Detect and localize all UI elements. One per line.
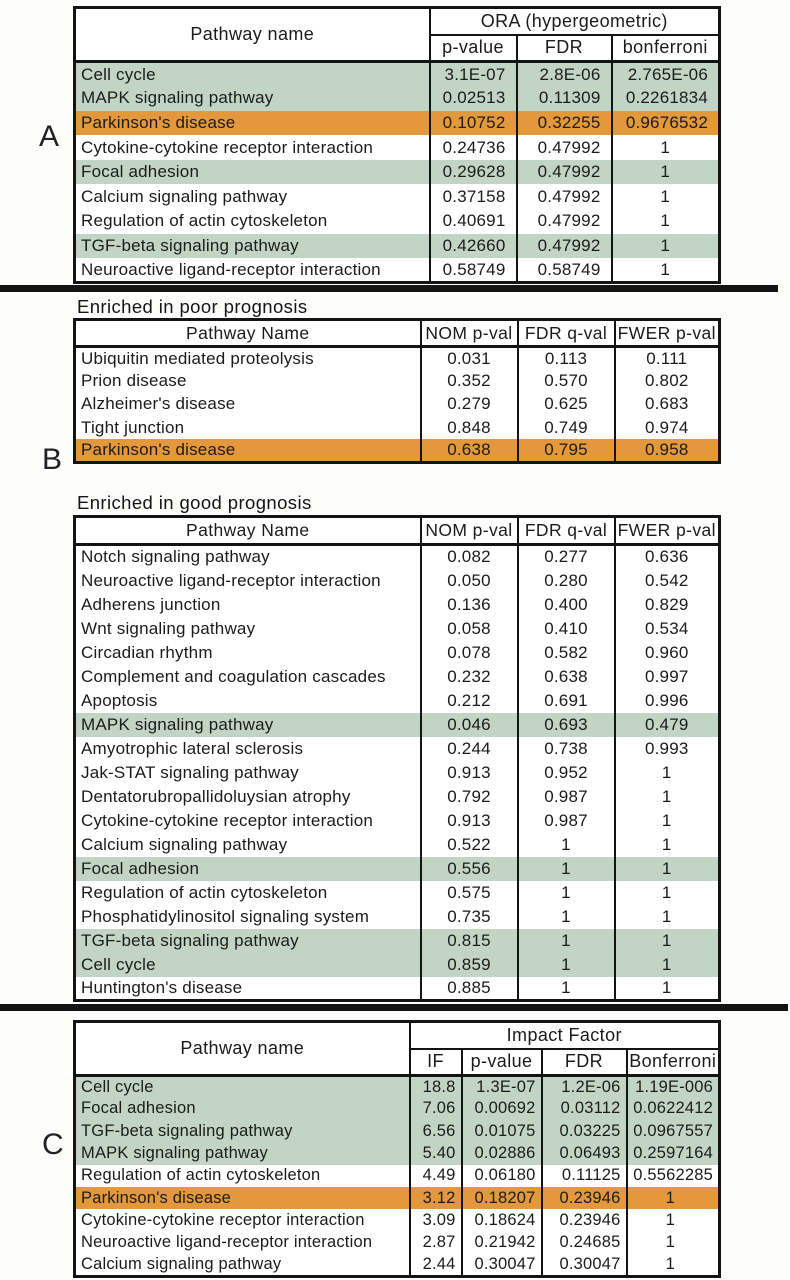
value-cell: 0.06180 xyxy=(462,1165,542,1187)
impact-factor-table xyxy=(73,1020,721,1278)
table-row xyxy=(75,1120,720,1142)
value-cell: 0.0967557 xyxy=(627,1120,720,1142)
value-column-header: bonferroni xyxy=(612,35,720,62)
value-cell: 0.2261834 xyxy=(612,86,720,111)
value-cell: 1 xyxy=(518,977,615,1001)
value-cell: 0.987 xyxy=(518,785,615,809)
table-row xyxy=(75,785,720,809)
value-column-header: p-value xyxy=(430,35,517,62)
good-prognosis-caption: Enriched in good prognosis xyxy=(77,492,312,513)
value-cell: 0.958 xyxy=(615,439,720,462)
value-cell: 0.735 xyxy=(421,905,518,929)
value-cell: 0.542 xyxy=(615,569,720,593)
value-cell: 0.279 xyxy=(421,393,518,416)
value-cell: 1 xyxy=(615,905,720,929)
value-cell: 0.636 xyxy=(615,545,720,569)
value-cell: 1 xyxy=(615,857,720,881)
value-column-header: FWER p-val xyxy=(615,320,720,347)
pathway-name-cell: Cytokine-cytokine receptor interaction xyxy=(81,137,374,157)
value-cell: 18.8 xyxy=(410,1076,462,1098)
pathway-name-cell: Calcium signaling pathway xyxy=(81,834,288,854)
value-cell: 0.30047 xyxy=(542,1254,627,1276)
table-row xyxy=(75,641,720,665)
section-label-b: B xyxy=(42,443,63,476)
value-cell: 1 xyxy=(627,1209,720,1231)
value-cell: 0.046 xyxy=(421,713,518,737)
value-cell: 2.87 xyxy=(410,1232,462,1254)
table-row xyxy=(75,905,720,929)
value-cell: 0.24685 xyxy=(542,1232,627,1254)
value-column-header: FDR q-val xyxy=(518,320,615,347)
value-cell: 0.556 xyxy=(421,857,518,881)
pathway-name-cell: Neuroactive ligand-receptor interaction xyxy=(81,570,381,590)
value-cell: 1 xyxy=(615,761,720,785)
pathway-name-cell: Parkinson's disease xyxy=(81,440,236,460)
value-cell: 0.0622412 xyxy=(627,1098,720,1120)
value-cell: 0.23946 xyxy=(542,1209,627,1231)
value-cell: 1 xyxy=(615,833,720,857)
value-cell: 1 xyxy=(518,881,615,905)
value-cell: 1.19E-006 xyxy=(627,1076,720,1098)
pathway-column-header: Pathway name xyxy=(75,8,430,62)
value-cell: 1 xyxy=(627,1187,720,1209)
table-row xyxy=(75,135,720,160)
value-cell: 3.09 xyxy=(410,1209,462,1231)
table-row xyxy=(75,929,720,953)
value-cell: 1 xyxy=(518,929,615,953)
value-cell: 0.02513 xyxy=(430,86,517,111)
pathway-name-cell: Calcium signaling pathway xyxy=(81,186,288,206)
value-cell: 0.974 xyxy=(615,416,720,439)
value-cell: 0.534 xyxy=(615,617,720,641)
value-column-header: FWER p-val xyxy=(615,517,720,545)
value-cell: 0.691 xyxy=(518,689,615,713)
table-row xyxy=(75,86,720,111)
section-divider xyxy=(0,285,778,292)
table-row xyxy=(75,1232,720,1254)
value-cell: 5.40 xyxy=(410,1142,462,1164)
value-cell: 0.638 xyxy=(518,665,615,689)
value-cell: 0.885 xyxy=(421,977,518,1001)
value-cell: 0.18207 xyxy=(462,1187,542,1209)
pathway-name-cell: Parkinson's disease xyxy=(81,1188,232,1207)
pathway-name-cell: Wnt signaling pathway xyxy=(81,618,256,638)
pathway-name-cell: Regulation of actin cytoskeleton xyxy=(81,211,328,231)
value-cell: 0.113 xyxy=(518,347,615,370)
value-cell: 0.30047 xyxy=(462,1254,542,1276)
table-row xyxy=(75,1142,720,1164)
section-label-c: C xyxy=(42,1128,65,1161)
value-cell: 1 xyxy=(627,1232,720,1254)
pathway-column-header: Pathway Name xyxy=(75,320,421,347)
value-cell: 0.03112 xyxy=(542,1098,627,1120)
table-row xyxy=(75,545,720,569)
value-cell: 0.352 xyxy=(421,370,518,393)
value-cell: 4.49 xyxy=(410,1165,462,1187)
value-cell: 1 xyxy=(615,977,720,1001)
pathway-name-cell: Neuroactive ligand-receptor interaction xyxy=(81,259,381,279)
gsea-good-prognosis-table xyxy=(73,515,721,1002)
value-cell: 0.993 xyxy=(615,737,720,761)
pathway-name-cell: Prion disease xyxy=(81,371,187,391)
table-row xyxy=(75,857,720,881)
pathway-name-cell: TGF-beta signaling pathway xyxy=(81,930,299,950)
value-cell: 0.802 xyxy=(615,370,720,393)
pathway-name-cell: Neuroactive ligand-receptor interaction xyxy=(81,1233,373,1252)
pathway-name-cell: Cell cycle xyxy=(81,1077,154,1096)
pathway-name-cell: Notch signaling pathway xyxy=(81,547,270,567)
value-cell: 0.29628 xyxy=(430,160,517,185)
value-cell: 0.913 xyxy=(421,761,518,785)
table-row xyxy=(75,209,720,234)
value-column-header: FDR xyxy=(517,35,612,62)
value-cell: 0.37158 xyxy=(430,184,517,209)
table-row xyxy=(75,160,720,185)
value-cell: 0.11125 xyxy=(542,1165,627,1187)
pathway-name-cell: MAPK signaling pathway xyxy=(81,714,274,734)
table-row xyxy=(75,184,720,209)
value-cell: 0.40691 xyxy=(430,209,517,234)
value-cell: 0.21942 xyxy=(462,1232,542,1254)
value-cell: 1 xyxy=(615,929,720,953)
value-cell: 0.2597164 xyxy=(627,1142,720,1164)
value-cell: 0.952 xyxy=(518,761,615,785)
pathway-column-header: Pathway name xyxy=(75,1022,410,1076)
value-cell: 0.522 xyxy=(421,833,518,857)
value-cell: 0.410 xyxy=(518,617,615,641)
value-cell: 0.18624 xyxy=(462,1209,542,1231)
table-row xyxy=(75,1098,720,1120)
value-cell: 0.082 xyxy=(421,545,518,569)
table-row xyxy=(75,593,720,617)
value-cell: 6.56 xyxy=(410,1120,462,1142)
pathway-name-cell: Adherens junction xyxy=(81,594,221,614)
pathway-name-cell: TGF-beta signaling pathway xyxy=(81,1121,293,1140)
value-cell: 1 xyxy=(518,905,615,929)
gsea-poor-prognosis-table xyxy=(73,318,721,464)
table-row xyxy=(75,665,720,689)
pathway-name-cell: Regulation of actin cytoskeleton xyxy=(81,882,328,902)
table-row xyxy=(75,111,720,136)
table-row xyxy=(75,258,720,283)
section-divider xyxy=(0,1004,788,1011)
value-cell: 0.693 xyxy=(518,713,615,737)
value-cell: 1 xyxy=(612,258,720,283)
value-cell: 0.625 xyxy=(518,393,615,416)
value-cell: 1 xyxy=(518,857,615,881)
value-cell: 0.47992 xyxy=(517,135,612,160)
table-row xyxy=(75,416,720,439)
table-row xyxy=(75,737,720,761)
pathway-name-cell: Alzheimer's disease xyxy=(81,394,236,414)
table-row xyxy=(75,881,720,905)
value-cell: 0.9676532 xyxy=(612,111,720,136)
value-cell: 1 xyxy=(518,833,615,857)
value-cell: 0.913 xyxy=(421,809,518,833)
table-row xyxy=(75,977,720,1001)
value-cell: 1 xyxy=(518,953,615,977)
table-row xyxy=(75,569,720,593)
value-cell: 0.02886 xyxy=(462,1142,542,1164)
value-cell: 0.738 xyxy=(518,737,615,761)
table-row xyxy=(75,689,720,713)
pathway-name-cell: Focal adhesion xyxy=(81,858,200,878)
value-cell: 0.570 xyxy=(518,370,615,393)
pathway-name-cell: Regulation of actin cytoskeleton xyxy=(81,1166,321,1185)
table-row xyxy=(75,1165,720,1187)
value-cell: 0.996 xyxy=(615,689,720,713)
value-cell: 0.277 xyxy=(518,545,615,569)
value-cell: 0.050 xyxy=(421,569,518,593)
table-row xyxy=(75,234,720,259)
value-column-header: p-value xyxy=(462,1049,542,1076)
value-cell: 3.12 xyxy=(410,1187,462,1209)
table-row xyxy=(75,439,720,462)
value-cell: 1 xyxy=(612,184,720,209)
table-row xyxy=(75,393,720,416)
value-cell: 0.575 xyxy=(421,881,518,905)
value-cell: 0.01075 xyxy=(462,1120,542,1142)
value-cell: 0.23946 xyxy=(542,1187,627,1209)
value-cell: 0.11309 xyxy=(517,86,612,111)
value-cell: 0.848 xyxy=(421,416,518,439)
value-cell: 0.031 xyxy=(421,347,518,370)
value-cell: 0.960 xyxy=(615,641,720,665)
table-row xyxy=(75,1209,720,1231)
value-cell: 2.8E-06 xyxy=(517,62,612,87)
pathway-name-cell: Complement and coagulation cascades xyxy=(81,666,386,686)
value-cell: 0.42660 xyxy=(430,234,517,259)
poor-prognosis-caption: Enriched in poor prognosis xyxy=(77,296,308,317)
value-cell: 0.5562285 xyxy=(627,1165,720,1187)
value-cell: 0.00692 xyxy=(462,1098,542,1120)
value-cell: 0.10752 xyxy=(430,111,517,136)
value-cell: 0.749 xyxy=(518,416,615,439)
table-row xyxy=(75,809,720,833)
pathway-name-cell: Phosphatidylinositol signaling system xyxy=(81,906,370,926)
value-column-header: FDR xyxy=(542,1049,627,1076)
value-cell: 1 xyxy=(615,881,720,905)
value-cell: 0.683 xyxy=(615,393,720,416)
pathway-name-cell: Cell cycle xyxy=(81,64,156,84)
value-cell: 0.058 xyxy=(421,617,518,641)
value-cell: 1 xyxy=(612,209,720,234)
value-cell: 0.47992 xyxy=(517,184,612,209)
value-cell: 0.47992 xyxy=(517,209,612,234)
pathway-name-cell: Parkinson's disease xyxy=(81,112,236,132)
value-cell: 1 xyxy=(612,160,720,185)
pathway-name-cell: Focal adhesion xyxy=(81,162,200,182)
value-cell: 0.987 xyxy=(518,809,615,833)
table-row xyxy=(75,761,720,785)
value-cell: 1 xyxy=(615,785,720,809)
value-cell: 0.795 xyxy=(518,439,615,462)
table-row xyxy=(75,1254,720,1276)
pathway-name-cell: Ubiquitin mediated proteolysis xyxy=(81,348,314,368)
value-cell: 0.232 xyxy=(421,665,518,689)
value-cell: 0.03225 xyxy=(542,1120,627,1142)
value-cell: 0.24736 xyxy=(430,135,517,160)
pathway-name-cell: Dentatorubropallidoluysian atrophy xyxy=(81,786,351,806)
value-cell: 0.792 xyxy=(421,785,518,809)
table-row xyxy=(75,617,720,641)
value-cell: 1 xyxy=(627,1254,720,1276)
ora-hypergeometric-table xyxy=(73,6,721,284)
pathway-name-cell: Amyotrophic lateral sclerosis xyxy=(81,738,304,758)
table-row xyxy=(75,833,720,857)
value-cell: 7.06 xyxy=(410,1098,462,1120)
value-cell: 0.997 xyxy=(615,665,720,689)
value-column-header: Bonferroni xyxy=(627,1049,720,1076)
pathway-column-header: Pathway Name xyxy=(75,517,421,545)
value-cell: 1 xyxy=(615,953,720,977)
pathway-name-cell: MAPK signaling pathway xyxy=(81,1144,268,1163)
pathway-name-cell: Apoptosis xyxy=(81,690,158,710)
pathway-name-cell: Cell cycle xyxy=(81,954,156,974)
pathway-name-cell: Jak-STAT signaling pathway xyxy=(81,762,299,782)
pathway-name-cell: TGF-beta signaling pathway xyxy=(81,235,299,255)
value-cell: 1.3E-07 xyxy=(462,1076,542,1098)
section-label-a: A xyxy=(39,120,60,153)
value-cell: 0.078 xyxy=(421,641,518,665)
pathway-name-cell: Tight junction xyxy=(81,417,185,437)
value-cell: 1.2E-06 xyxy=(542,1076,627,1098)
table-row xyxy=(75,62,720,87)
table-row xyxy=(75,347,720,370)
table-row xyxy=(75,953,720,977)
value-cell: 0.136 xyxy=(421,593,518,617)
value-cell: 0.58749 xyxy=(430,258,517,283)
value-cell: 1 xyxy=(615,809,720,833)
group-column-header: Impact Factor xyxy=(410,1022,720,1049)
table-row xyxy=(75,1076,720,1098)
value-cell: 2.765E-06 xyxy=(612,62,720,87)
table-row xyxy=(75,713,720,737)
value-cell: 0.815 xyxy=(421,929,518,953)
pathway-name-cell: Huntington's disease xyxy=(81,977,243,997)
table-row xyxy=(75,1187,720,1209)
pathway-name-cell: Focal adhesion xyxy=(81,1099,196,1118)
value-cell: 0.47992 xyxy=(517,234,612,259)
value-cell: 0.859 xyxy=(421,953,518,977)
value-column-header: IF xyxy=(410,1049,462,1076)
value-cell: 0.479 xyxy=(615,713,720,737)
pathway-name-cell: Calcium signaling pathway xyxy=(81,1254,282,1273)
group-column-header: ORA (hypergeometric) xyxy=(430,8,720,35)
pathway-name-cell: Cytokine-cytokine receptor interaction xyxy=(81,810,374,830)
value-cell: 0.280 xyxy=(518,569,615,593)
table-row xyxy=(75,370,720,393)
value-column-header: NOM p-val xyxy=(421,320,518,347)
pathway-name-cell: Circadian rhythm xyxy=(81,642,213,662)
value-column-header: NOM p-val xyxy=(421,517,518,545)
value-cell: 0.32255 xyxy=(517,111,612,136)
value-cell: 1 xyxy=(612,234,720,259)
pathway-name-cell: MAPK signaling pathway xyxy=(81,88,274,108)
value-cell: 3.1E-07 xyxy=(430,62,517,87)
value-cell: 0.638 xyxy=(421,439,518,462)
value-column-header: FDR q-val xyxy=(518,517,615,545)
value-cell: 0.582 xyxy=(518,641,615,665)
value-cell: 0.829 xyxy=(615,593,720,617)
value-cell: 2.44 xyxy=(410,1254,462,1276)
value-cell: 0.111 xyxy=(615,347,720,370)
value-cell: 0.47992 xyxy=(517,160,612,185)
value-cell: 0.06493 xyxy=(542,1142,627,1164)
value-cell: 0.244 xyxy=(421,737,518,761)
value-cell: 0.400 xyxy=(518,593,615,617)
pathway-name-cell: Cytokine-cytokine receptor interaction xyxy=(81,1210,365,1229)
value-cell: 1 xyxy=(612,135,720,160)
value-cell: 0.58749 xyxy=(517,258,612,283)
value-cell: 0.212 xyxy=(421,689,518,713)
